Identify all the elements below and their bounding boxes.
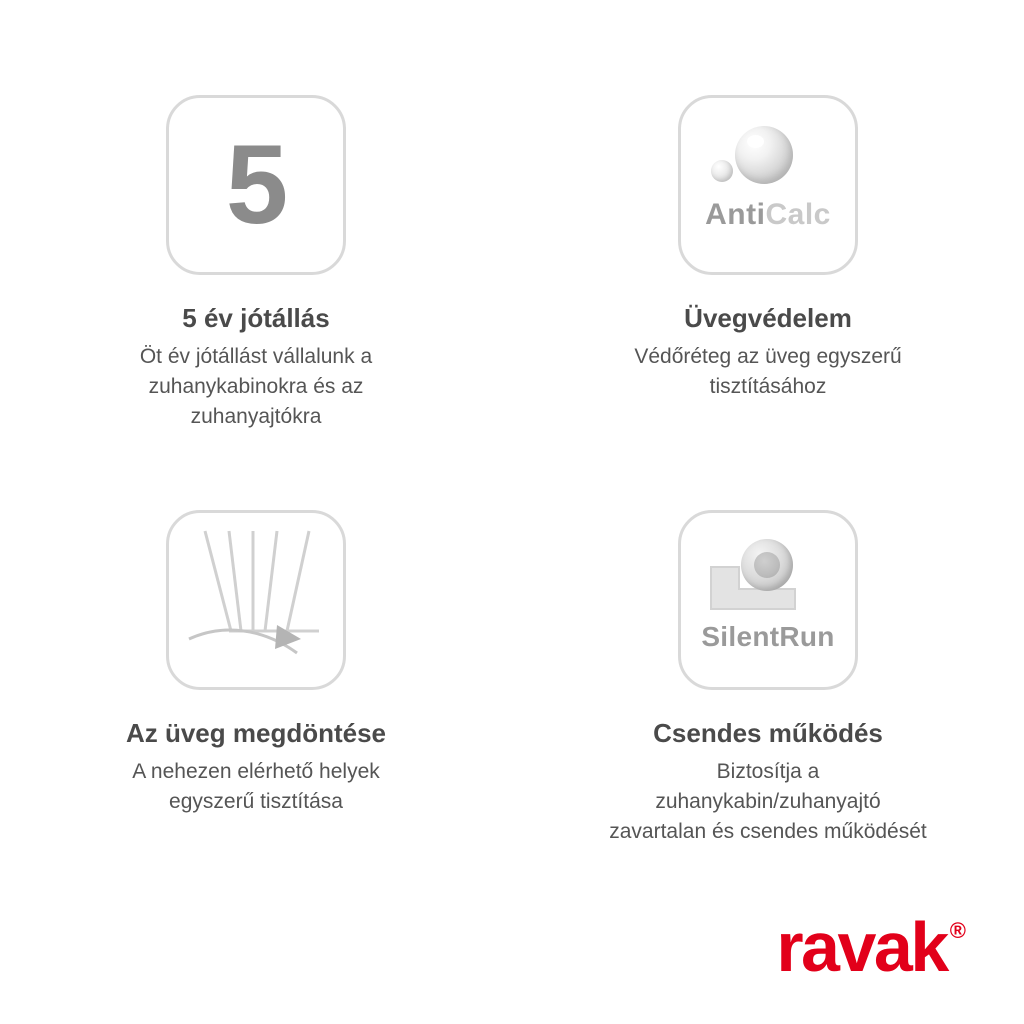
feature-description: Biztosítja a zuhanykabin/zuhanyajtó zavartalan és csendes működését bbox=[609, 760, 927, 843]
five-years-icon bbox=[166, 95, 346, 275]
ravak-logo-text: ravak bbox=[776, 908, 947, 986]
silentrun-label: SilentRun bbox=[701, 621, 835, 652]
tilting-glass-graphic bbox=[169, 513, 343, 687]
water-drop-small-icon bbox=[711, 160, 733, 182]
anticalc-label bbox=[681, 198, 855, 232]
anticalc-label-part1: Anti bbox=[705, 198, 766, 231]
anticalc-icon bbox=[678, 95, 858, 275]
ravak-logo bbox=[776, 908, 966, 986]
five-years-number: 5 bbox=[225, 122, 287, 247]
feature-title: 5 év jótállás bbox=[182, 303, 330, 333]
feature-five-year-warranty bbox=[0, 0, 512, 465]
feature-description: Öt év jótállást vállalunk a zuhanykabinokra és az zuhanyajtókra bbox=[139, 345, 373, 428]
silentrun-icon bbox=[678, 510, 858, 690]
feature-silent-operation bbox=[512, 465, 1024, 930]
roller-wheel-icon bbox=[741, 539, 793, 591]
tilting-glass-icon bbox=[166, 510, 346, 690]
feature-title: Üvegvédelem bbox=[684, 303, 852, 333]
feature-title: Csendes működés bbox=[653, 718, 883, 748]
feature-title: Az üveg megdöntése bbox=[125, 718, 387, 748]
feature-description: Védőréteg az üveg egyszerű tisztításához bbox=[634, 345, 902, 398]
feature-glass-protection bbox=[512, 0, 1024, 465]
feature-tilting-glass bbox=[0, 465, 512, 930]
registered-trademark-symbol: ® bbox=[949, 918, 966, 943]
water-drop-large-icon bbox=[735, 126, 793, 184]
anticalc-label-part2: Calc bbox=[765, 198, 831, 231]
feature-description: A nehezen elérhető helyek egyszerű tisztítása bbox=[132, 760, 380, 813]
